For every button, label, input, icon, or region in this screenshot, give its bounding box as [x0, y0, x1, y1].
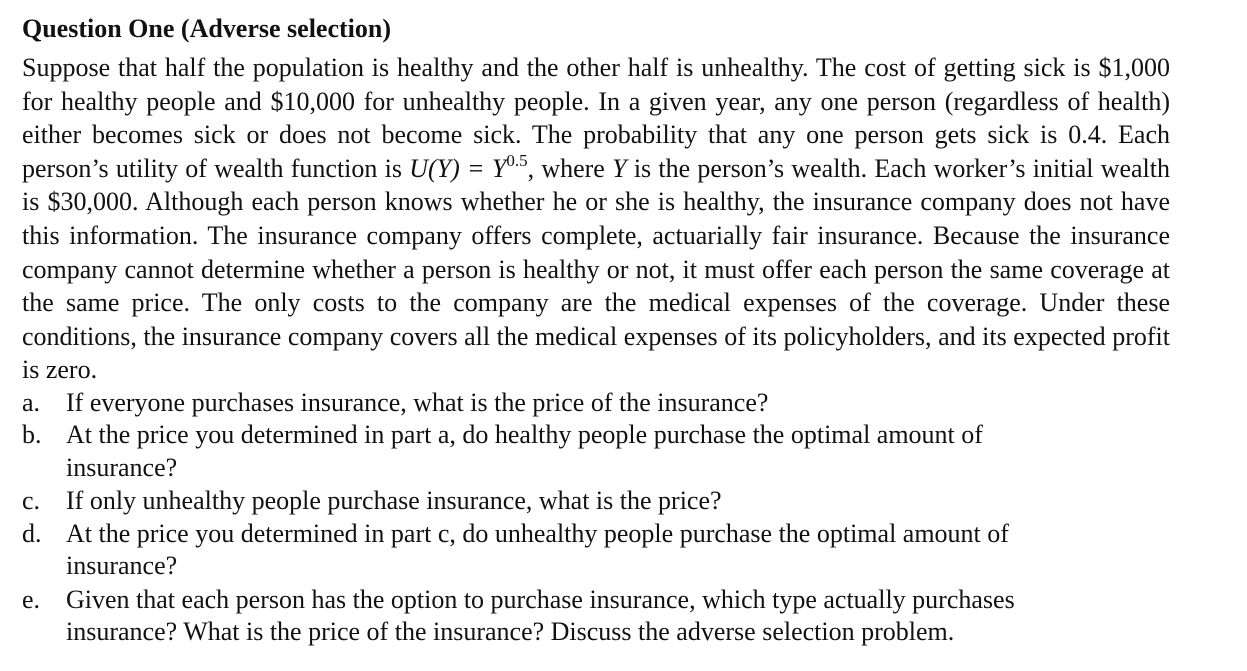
- paragraph-text-3: is the person’s wealth. Each worker’s initial wealth is $30,000. Although each person knows whether he or she is healthy, the insurance company does not have this information. The insurance company offers complete, actuarially fair insurance. Because the insurance company cannot determine whether a person is healthy or not, it must offer each person the same coverage at the same price. The only costs to the company are the medical expenses of the coverage. Under these conditions, the insurance company covers all the medical expenses of its policyholders, and its expected profit is zero.: [22, 153, 1171, 385]
- paragraph-text-2: , where: [527, 153, 613, 183]
- part-text: At the price you determined in part a, do healthy people purchase the optimal amount of insurance?: [66, 420, 983, 482]
- question-document: [22, 10, 1170, 649]
- question-parts-list: [22, 387, 1170, 649]
- utility-lhs: U(Y) = Y: [409, 153, 507, 183]
- part-marker: d.: [22, 518, 42, 548]
- question-part-e: [22, 584, 1170, 649]
- paragraph-text-1: Suppose that half the population is healthy and the other half is unhealthy. The cost of getting sick is $1,000 for healthy people and $10,000 for unhealthy people. In a given year, any one person (regardless of health) either becomes sick or does not become sick. The probability that any one person gets sick is 0.4. Each person’s utility of wealth function is: [22, 53, 1170, 183]
- question-part-d: [22, 518, 1170, 583]
- part-text: If only unhealthy people purchase insurance, what is the price?: [66, 486, 722, 516]
- part-marker: e.: [22, 584, 41, 614]
- wealth-symbol: Y: [612, 153, 627, 183]
- question-part-c: [22, 485, 1170, 518]
- part-marker: b.: [22, 420, 42, 450]
- question-part-b: [22, 419, 1170, 484]
- question-part-a: [22, 387, 1170, 420]
- part-text: At the price you determined in part c, do unhealthy people purchase the optimal amount of insurance?: [66, 518, 1009, 581]
- part-text: Given that each person has the option to purchase insurance, which type actually purchases insurance? What is the price of the insurance? Discuss the adverse selection problem.: [66, 584, 1015, 647]
- utility-exponent: 0.5: [506, 150, 528, 170]
- part-marker: a.: [22, 387, 41, 417]
- part-marker: c.: [22, 486, 41, 516]
- question-paragraph: [22, 51, 1170, 387]
- question-title: Question One (Adverse selection): [22, 14, 392, 43]
- part-text: If everyone purchases insurance, what is the price of the insurance?: [66, 387, 769, 417]
- utility-function: [409, 150, 528, 183]
